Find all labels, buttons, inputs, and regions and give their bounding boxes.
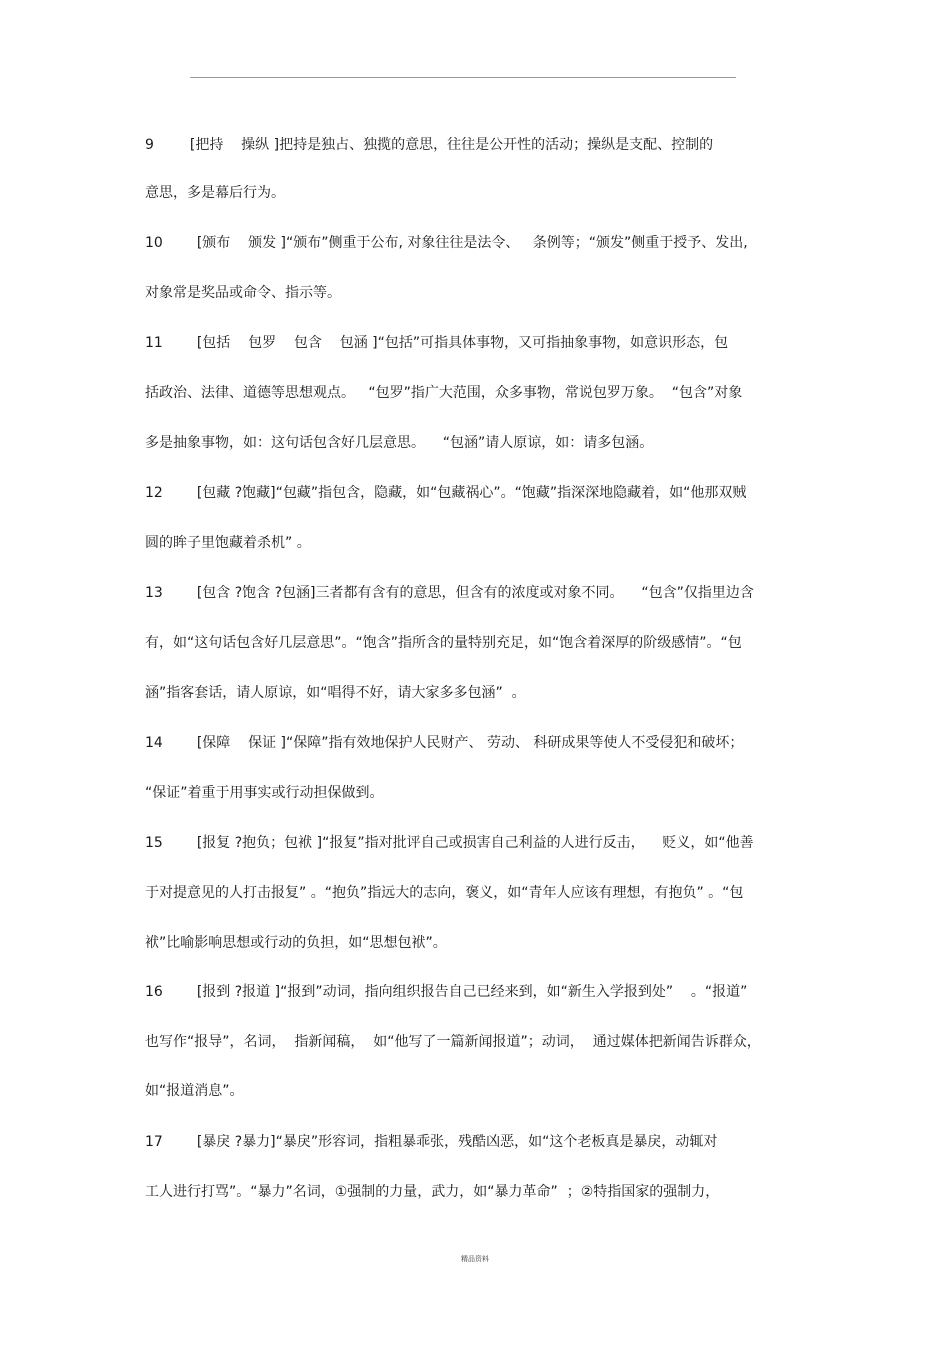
entry-14-line-1: 14 [保障 保证 ]“保障”指有效地保护人民财产、 劳动、 科研成果等使人不受侵犯和破坏； (145, 735, 744, 751)
entry-10-line-2: 对象常是奖品或命令、指示等。 (145, 285, 341, 301)
entry-16-line-3: 如“报道消息”。 (145, 1083, 244, 1099)
entry-11-line-1: 11 [包括 包罗 包含 包涵 ]“包括”可指具体事物，又可指抽象事物，如意识形态，包 (145, 335, 729, 351)
header-rule (190, 77, 736, 78)
entry-15-line-2: 于对提意见的人打击报复” 。“抱负”指远大的志向，褒义，如“青年人应该有理想，有抱负” 。“包 (145, 885, 744, 901)
page-footer: 精品资料 (461, 1255, 489, 1263)
entry-14-line-2: “保证”着重于用事实或行动担保做到。 (145, 785, 384, 801)
entry-12-line-2: 圆的眸子里饱藏着杀机” 。 (145, 535, 311, 551)
entry-13-line-3: 涵”指客套话，请人原谅，如“唱得不好，请大家多多包涵” 。 (145, 685, 526, 701)
entry-11-line-2: 括政治、法律、道德等思想观点。 “包罗”指广大范围，众多事物，常说包罗万象。 “包含”对象 (145, 385, 743, 401)
entry-11-line-3: 多是抽象事物，如：这句话包含好几层意思。 “包涵”请人原谅，如：请多包涵。 (145, 435, 654, 451)
entry-15-line-1: 15 [报复 ?抱负；包袱 ]“报复”指对批评自己或损害自己利益的人进行反击， 贬义，如“他善 (145, 835, 754, 851)
entry-16-line-2: 也写作“报导”，名词， 指新闻稿， 如“他写了一篇新闻报道”；动词， 通过媒体把新闻告诉群众， (145, 1034, 761, 1050)
entry-10-line-1: 10 [颁布 颁发 ]“颁布”侧重于公布, 对象往往是法令、 条例等；“颁发”侧重于授予、发出, (145, 235, 748, 251)
entry-17-line-2: 工人进行打骂”。“暴力”名词，①强制的力量，武力，如“暴力革命” ；②特指国家的强制力， (145, 1184, 720, 1200)
entry-9-line-2: 意思，多是幕后行为。 (145, 185, 285, 201)
entry-13-line-2: 有，如“这句话包含好几层意思”。“饱含”指所含的量特别充足，如“饱含着深厚的阶级感情”。“包 (145, 635, 742, 651)
entry-17-line-1: 17 [暴戾 ?暴力]“暴戾”形容词，指粗暴乖张，残酷凶恶，如“这个老板真是暴戾，动辄对 (145, 1134, 718, 1150)
entry-15-line-3: 袱”比喻影响思想或行动的负担，如“思想包袱”。 (145, 935, 447, 951)
entry-13-line-1: 13 [包含 ?饱含 ?包涵]三者都有含有的意思，但含有的浓度或对象不同。 “包含”仅指里边含 (145, 585, 754, 601)
entry-12-line-1: 12 [包藏 ?饱藏]“包藏”指包含，隐藏，如“包藏祸心”。“饱藏”指深深地隐藏着，如“他那双贼 (145, 485, 747, 501)
entry-9-line-1: 9 [把持 操纵 ]把持是独占、独揽的意思，往往是公开性的活动；操纵是支配、控制的 (145, 137, 714, 153)
entry-16-line-1: 16 [报到 ?报道 ]“报到”动词，指向组织报告自己已经来到，如“新生入学报到处” 。“报道” (145, 984, 748, 1000)
